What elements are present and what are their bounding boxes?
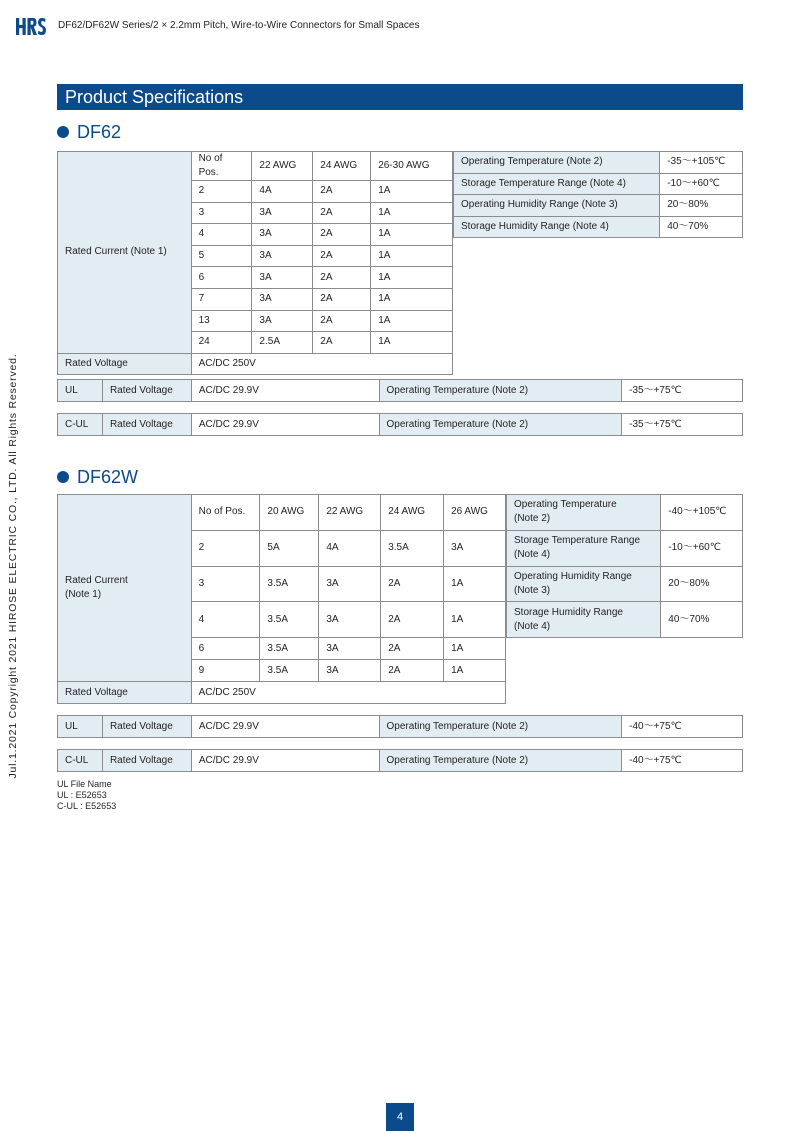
df62-current-table bbox=[57, 151, 453, 375]
table-row: Operating Temperature (Note 2) -35～+105℃ bbox=[454, 152, 743, 174]
table-row: Storage Humidity Range (Note 4) 40～70% bbox=[507, 602, 743, 638]
table-row: 9 3.5A 3A 2A 1A bbox=[58, 660, 506, 682]
column-header: 20 AWG bbox=[260, 495, 319, 531]
df62w-heading bbox=[57, 466, 138, 488]
column-header: No of Pos. bbox=[191, 495, 260, 531]
df62w-voltage-label: Rated Voltage bbox=[58, 682, 192, 704]
column-header: 26 AWG bbox=[444, 495, 506, 531]
copyright-notice: Jul.1.2021 Copyright 2021 HIROSE ELECTRIC CO., LTD. All Rights Reserved. bbox=[7, 353, 19, 779]
df62-voltage-value: AC/DC 250V bbox=[191, 353, 452, 375]
table-row: Storage Humidity Range (Note 4) 40～70% bbox=[454, 216, 743, 238]
page-number: 4 bbox=[386, 1103, 414, 1131]
df62w-ul-table bbox=[57, 715, 743, 738]
hrs-logo bbox=[16, 18, 46, 35]
table-row: Operating Humidity Range (Note 3) 20～80% bbox=[454, 195, 743, 217]
df62-current-label: Rated Current (Note 1) bbox=[58, 152, 192, 354]
table-row: 4 3A 2A 1A bbox=[58, 224, 453, 246]
df62w-cul-table bbox=[57, 749, 743, 772]
column-header: 26-30 AWG bbox=[371, 152, 453, 181]
table-row: Storage Temperature Range (Note 4) -10～+60℃ bbox=[507, 530, 743, 566]
table-row: 24 2.5A 2A 1A bbox=[58, 332, 453, 354]
column-header: 24 AWG bbox=[313, 152, 371, 181]
table-row: UL Rated Voltage AC/DC 29.9V Operating Temperature (Note 2) -35～+75℃ bbox=[58, 380, 743, 402]
table-row: 13 3A 2A 1A bbox=[58, 310, 453, 332]
df62-environment-table bbox=[453, 151, 743, 238]
df62-cul-table bbox=[57, 413, 743, 436]
table-row: Operating Humidity Range (Note 3) 20～80% bbox=[507, 566, 743, 602]
column-header: 24 AWG bbox=[381, 495, 444, 531]
df62-ul-table bbox=[57, 379, 743, 402]
table-row: 3 3A 2A 1A bbox=[58, 202, 453, 224]
section-title: Product Specifications bbox=[65, 87, 244, 107]
table-row: Storage Temperature Range (Note 4) -10～+60℃ bbox=[454, 173, 743, 195]
column-header: 22 AWG bbox=[252, 152, 313, 181]
table-row: C-UL Rated Voltage AC/DC 29.9V Operating Temperature (Note 2) -40～+75℃ bbox=[58, 750, 743, 772]
df62w-title: DF62W bbox=[77, 466, 139, 487]
df62-heading bbox=[57, 121, 121, 143]
df62w-voltage-value: AC/DC 250V bbox=[191, 682, 505, 704]
ul-file-title: UL File Name bbox=[57, 779, 112, 789]
ul-file-cul: C-UL : E52653 bbox=[57, 801, 117, 811]
df62w-current-table bbox=[57, 494, 506, 704]
table-row: C-UL Rated Voltage AC/DC 29.9V Operating Temperature (Note 2) -35～+75℃ bbox=[58, 414, 743, 436]
table-row: 2 4A 2A 1A bbox=[58, 181, 453, 203]
df62-title: DF62 bbox=[77, 121, 122, 142]
df62w-current-label: Rated Current (Note 1) bbox=[58, 495, 192, 682]
df62w-environment-table bbox=[506, 494, 743, 638]
column-header: No of Pos. bbox=[191, 152, 252, 181]
table-row bbox=[58, 682, 506, 704]
table-row: Operating Temperature (Note 2) -40～+105℃ bbox=[507, 495, 743, 531]
table-row bbox=[58, 353, 453, 375]
column-header: 22 AWG bbox=[319, 495, 381, 531]
table-row: 6 3.5A 3A 2A 1A bbox=[58, 638, 506, 660]
table-row: 5 3A 2A 1A bbox=[58, 245, 453, 267]
bullet-icon bbox=[57, 126, 69, 138]
table-row: 3 3.5A 3A 2A 1A bbox=[58, 566, 506, 602]
section-title-bar bbox=[57, 84, 743, 110]
ul-file-notes bbox=[57, 779, 116, 812]
ul-file-ul: UL : E52653 bbox=[57, 790, 107, 800]
table-row: 7 3A 2A 1A bbox=[58, 288, 453, 310]
table-row: 6 3A 2A 1A bbox=[58, 267, 453, 289]
table-row: 4 3.5A 3A 2A 1A bbox=[58, 602, 506, 638]
header-title: DF62/DF62W Series/2 × 2.2mm Pitch, Wire-to-Wire Connectors for Small Spaces bbox=[58, 20, 420, 31]
table-row: 2 5A 4A 3.5A 3A bbox=[58, 530, 506, 566]
df62-voltage-label: Rated Voltage bbox=[58, 353, 192, 375]
table-row: UL Rated Voltage AC/DC 29.9V Operating Temperature (Note 2) -40～+75℃ bbox=[58, 716, 743, 738]
bullet-icon bbox=[57, 471, 69, 483]
